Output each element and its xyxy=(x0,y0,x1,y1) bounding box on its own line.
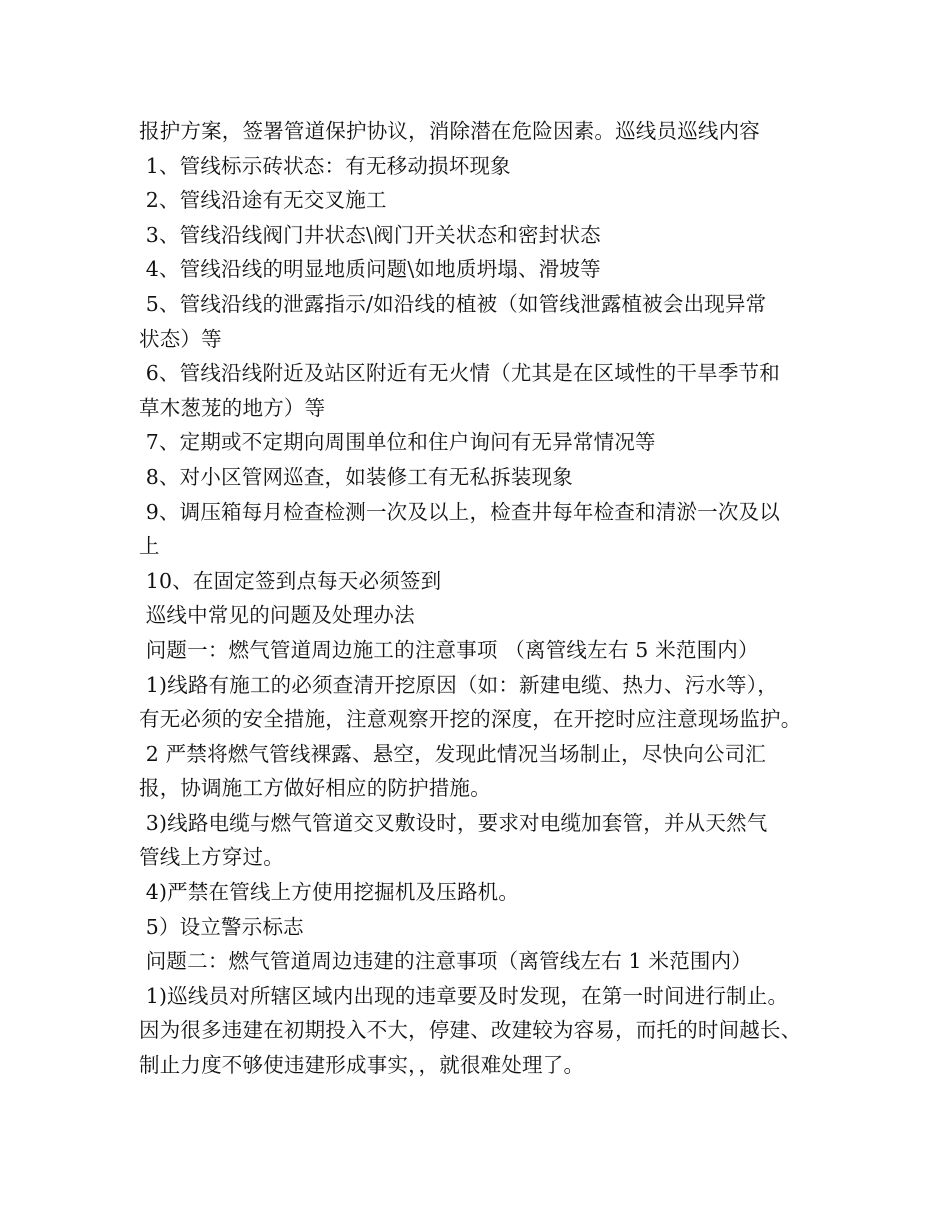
text-line: 3)线路电缆与燃气管道交叉敷设时，要求对电缆加套管，并从天然气 xyxy=(139,810,768,835)
problem-heading: 问题二：燃气管道周边违建的注意事项（离管线左右 1 米范围内） xyxy=(139,949,752,974)
text-line: 10、在固定签到点每天必须签到 xyxy=(139,568,442,593)
text-line: 因为很多违建在初期投入不大，停建、改建较为容易，而托的时间越长、 xyxy=(139,1018,802,1043)
text-line: 报护方案，签署管道保护协议，消除潜在危险因素。巡线员巡线内容 xyxy=(139,119,760,143)
text-line: 1)巡线员对所辖区域内出现的违章要及时发现，在第一时间进行制止。 xyxy=(139,983,789,1008)
text-line: 8、对小区管网巡查，如装修工有无私拆装现象 xyxy=(139,464,573,489)
text-line: 制止力度不够使违建形成事实，，就很难处理了。 xyxy=(139,1053,585,1078)
text-line: 5）设立警示标志 xyxy=(139,914,304,939)
text-line: 9、调压箱每月检查检测一次及以上，检查井每年检查和清淤一次及以 xyxy=(139,499,780,524)
text-line: 状态）等 xyxy=(139,326,222,351)
text-line: 报，协调施工方做好相应的防护措施。 xyxy=(139,776,491,801)
text-line: 2、管线沿途有无交叉施工 xyxy=(139,188,387,213)
text-line: 6、管线沿线附近及站区附近有无火情（尤其是在区域性的干旱季节和 xyxy=(139,361,780,386)
text-line: 5、管线沿线的泄露指示/如沿线的植被（如管线泄露植被会出现异常 xyxy=(139,291,767,316)
text-line: 有无必须的安全措施，注意观察开挖的深度，在开挖时应注意现场监护。 xyxy=(139,707,802,732)
text-line: 草木葱茏的地方）等 xyxy=(139,395,326,420)
problem-heading: 问题一：燃气管道周边施工的注意事项 （离管线左右 5 米范围内） xyxy=(139,637,759,662)
section-heading: 巡线中常见的问题及处理办法 xyxy=(139,603,415,628)
text-line: 1)线路有施工的必须查清开挖原因（如：新建电缆、热力、污水等）， xyxy=(139,672,778,697)
text-line: 管线上方穿过。 xyxy=(139,845,284,870)
text-line: 1、管线标示砖状态：有无移动损坏现象 xyxy=(139,153,511,178)
text-line: 上 xyxy=(139,534,160,559)
text-line: 4、管线沿线的明显地质问题\如地质坍塌、滑坡等 xyxy=(139,257,601,282)
document-body xyxy=(139,114,819,1083)
text-line: 2 严禁将燃气管线裸露、悬空，发现此情况当场制止，尽快向公司汇 xyxy=(139,741,766,766)
text-line: 3、管线沿线阀门井状态\阀门开关状态和密封状态 xyxy=(139,222,601,247)
text-line: 4)严禁在管线上方使用挖掘机及压路机。 xyxy=(139,880,520,905)
text-line: 7、定期或不定期向周围单位和住户询问有无异常情况等 xyxy=(139,430,656,455)
